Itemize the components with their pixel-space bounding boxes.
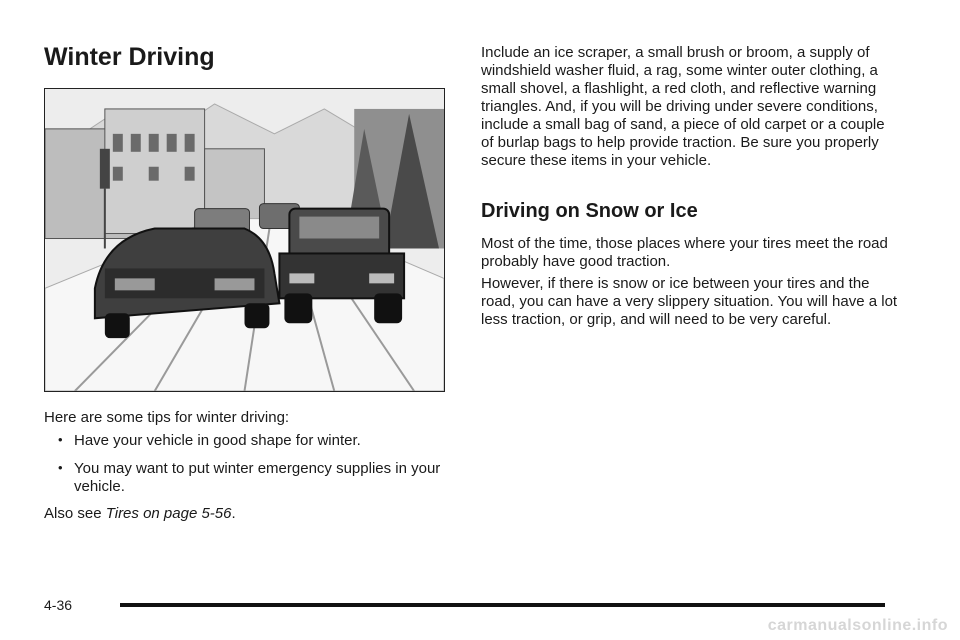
intro-text: Here are some tips for winter driving: [44,409,290,426]
list-item-text: Have your vehicle in good shape for winter. [74,432,361,449]
traction-paragraph [481,235,901,271]
bullet-icon: • [58,432,63,447]
watermark: carmanualsonline.info [767,617,948,634]
page-title: Winter Driving [44,43,215,71]
supplies-text: Include an ice scraper, a small brush or broom, a supply of windshield washer fluid, a rag, some winter outer clothing, a small shovel, a flashlight, a red cloth, and reflective warning triangles. And, if you will be driving under severe conditions, include a small bag of sand, a piece of old carpet or a couple of burlap bags to help provide traction. Be sure you properly secure these items in your vehicle. [481,44,885,169]
winter-street-illustration [44,88,445,392]
also-see-text [44,505,236,523]
tips-list [44,432,454,506]
traction-text: Most of the time, those places where your tires meet the road probably have good traction. [481,235,888,270]
list-item [44,460,454,496]
list-item [44,432,454,450]
section-heading: Driving on Snow or Ice [481,200,698,222]
also-see-suffix: . [231,505,236,522]
bullet-icon: • [58,460,63,475]
slippery-text: However, if there is snow or ice between your tires and the road, you can have a very slippery situation. You will have a lot less traction, or grip, and will need to be very careful. [481,275,898,328]
tires-reference-link[interactable]: Tires on page 5-56 [105,505,232,522]
illustration-drawing [45,89,444,391]
footer-rule [120,603,885,607]
page-number: 4-36 [44,597,73,613]
also-see-prefix: Also see [44,505,106,522]
slippery-paragraph [481,275,901,329]
supplies-paragraph [481,44,901,170]
list-item-text: You may want to put winter emergency supplies in your vehicle. [74,460,441,495]
